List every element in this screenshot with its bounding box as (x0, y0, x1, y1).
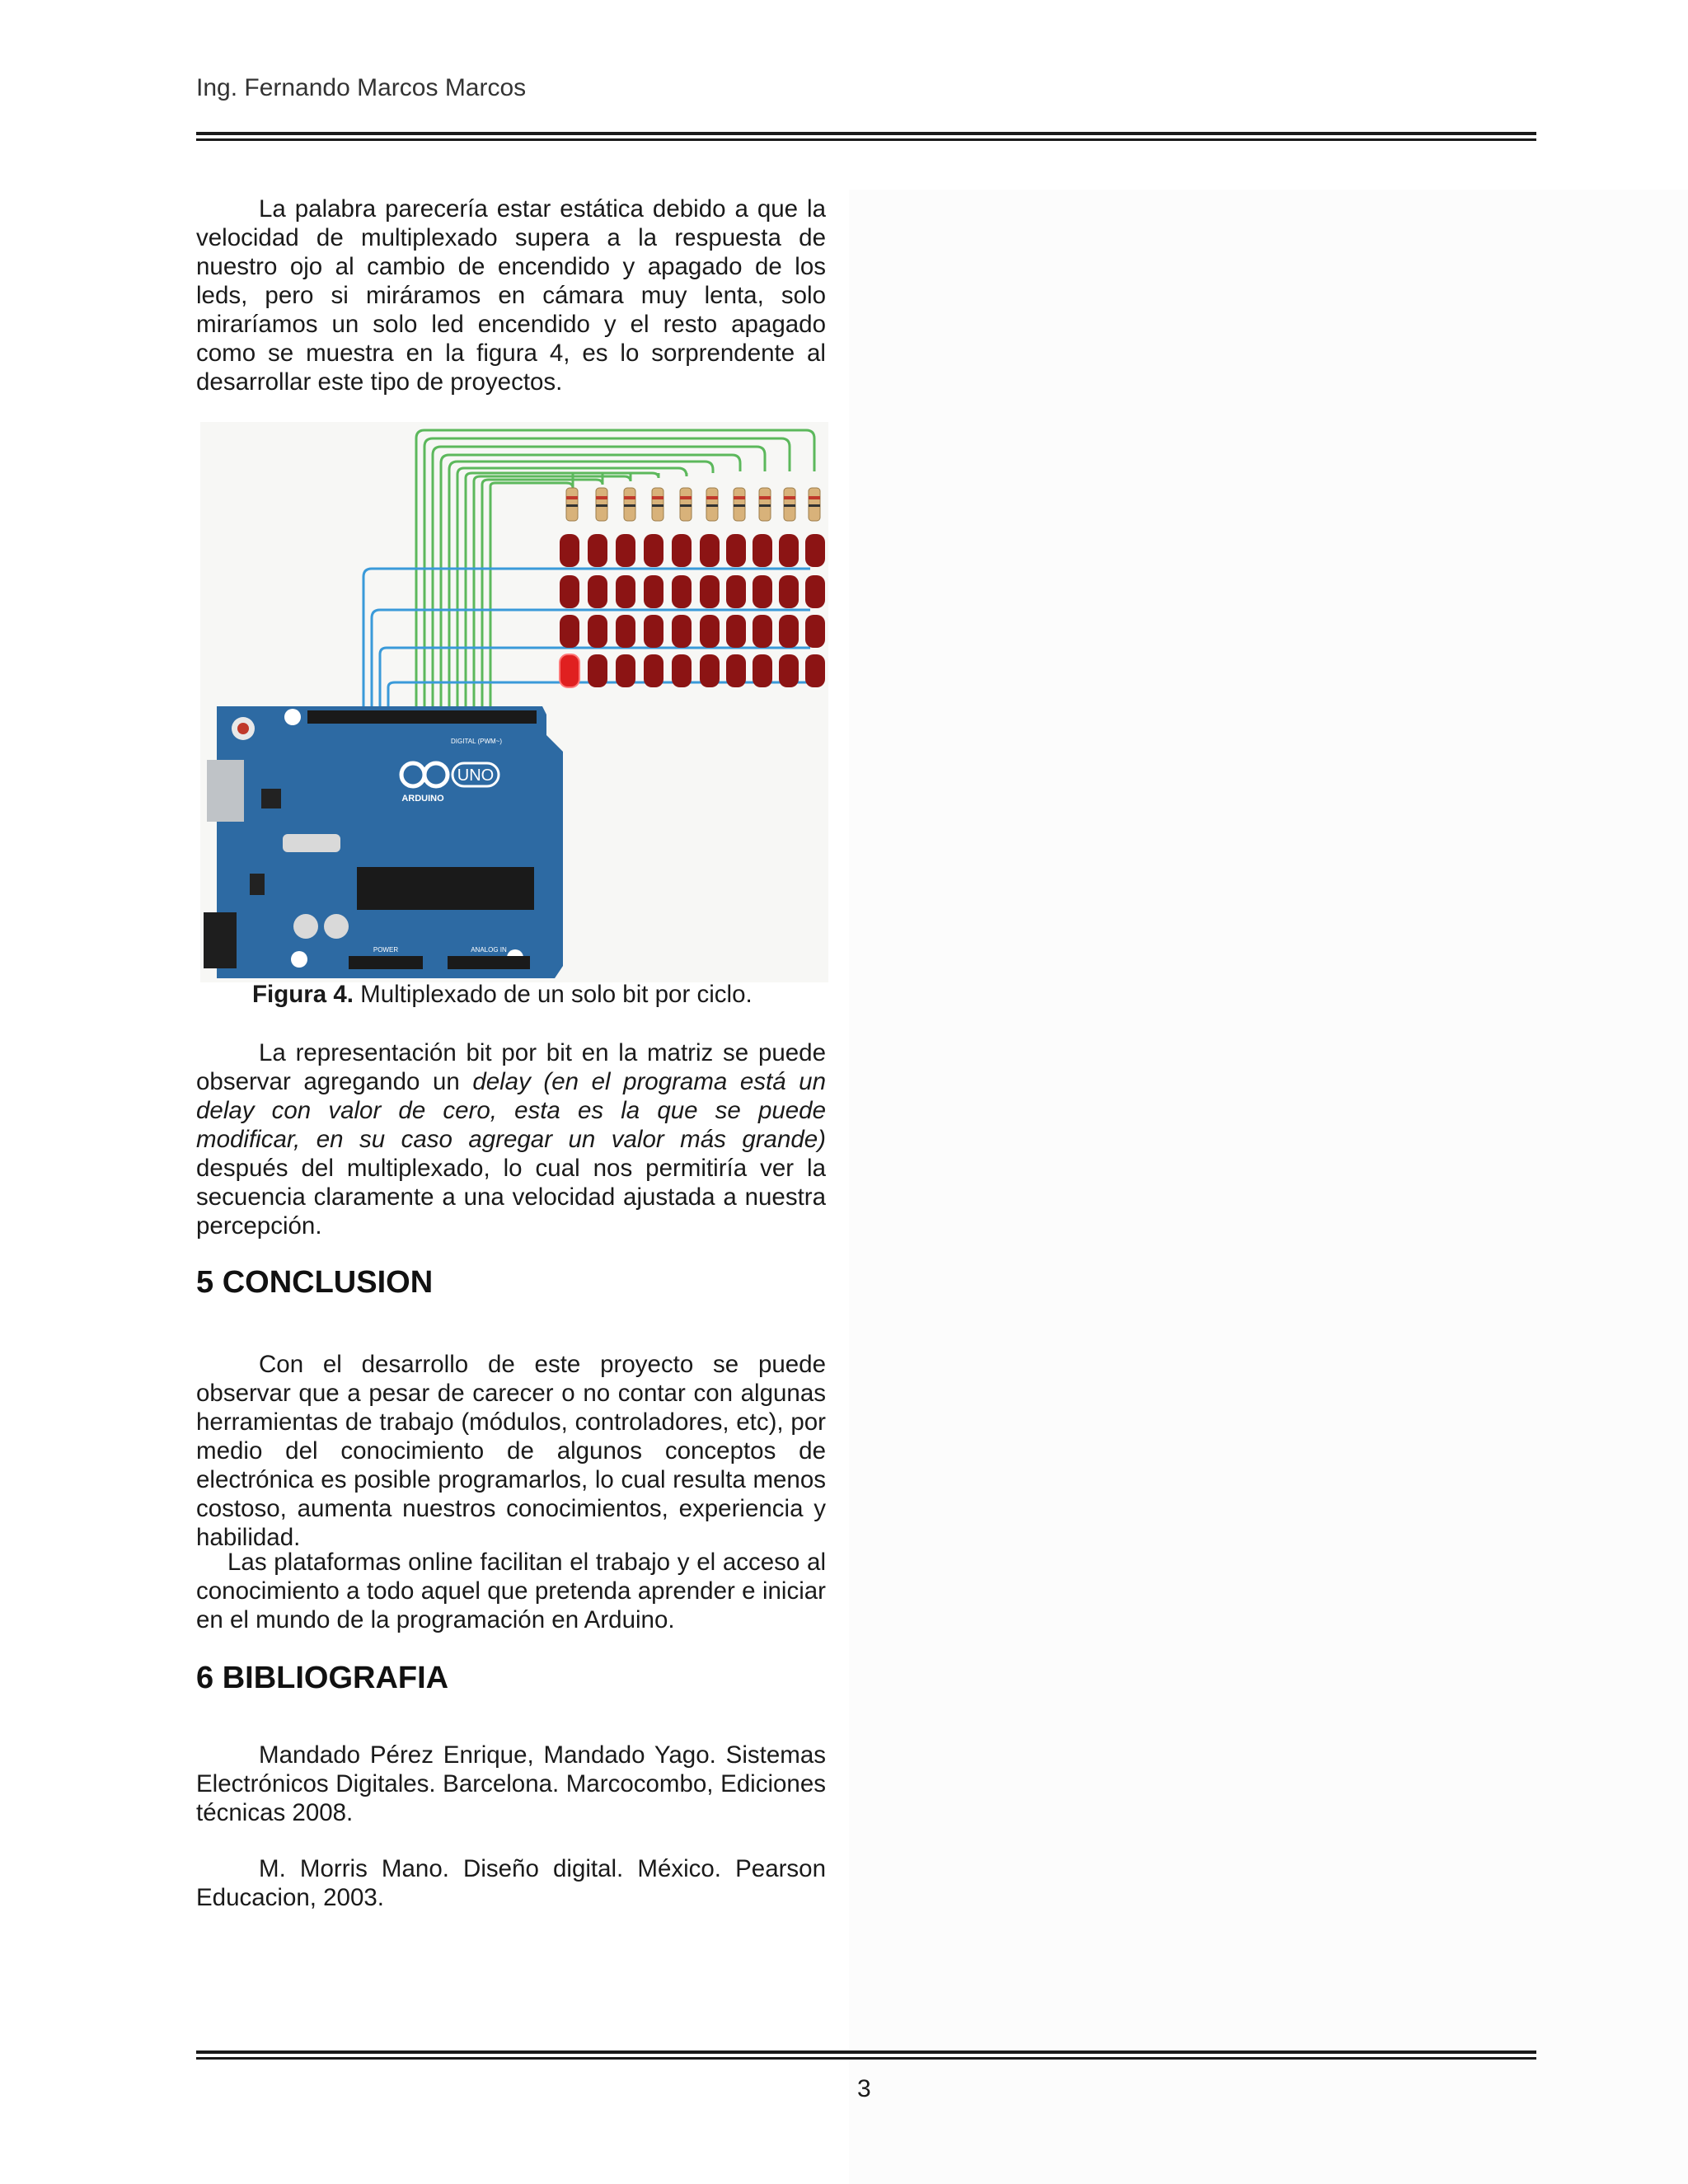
figure-caption (252, 981, 753, 1009)
paragraph-delay (196, 1038, 826, 1240)
board-label-arduino: ARDUINO (401, 794, 444, 804)
board-label-analog: ANALOG IN (471, 946, 507, 954)
paragraph-conclusion-1: Con el desarrollo de este proyecto se puede observar que a pesar de carecer o no contar con algunas herramientas de trabajo (módulos, controladores, etc), por medio del conocimiento de algunos conceptos de electrónica es posible programarlos, lo cual resulta menos costoso, aumenta nuestros conocimientos, experiencia y habilidad. (196, 1351, 826, 1551)
section-heading-bibliografia: 6 BIBLIOGRAFIA (196, 1661, 449, 1695)
header-rule (196, 132, 1536, 141)
figure-caption-label: Figura 4. (252, 981, 354, 1008)
page-background-shade (849, 190, 1688, 2184)
board-label-power: POWER (373, 946, 399, 954)
paragraph-delay-start: La representación bit por bit en la matriz se puede observar agregando un (196, 1039, 826, 1095)
paragraph-multiplex-intro: La palabra parecería estar estática debido a que la velocidad de multiplexado supera a la respuesta de nuestro ojo al cambio de encendido y apagado de los leds, pero si miráramos en cámara muy lenta, solo miraríamos un solo led encendido y el resto apagado como se muestra en la figura 4, es lo sorprendente al desarrollar este tipo de proyectos. (196, 195, 826, 396)
bibliography-entry-2: M. Morris Mano. Diseño digital. México. Pearson Educacion, 2003. (196, 1855, 826, 1911)
running-header-author: Ing. Fernando Marcos Marcos (196, 74, 527, 101)
section-heading-conclusion: 5 CONCLUSION (196, 1265, 434, 1300)
page-number: 3 (857, 2075, 871, 2102)
arduino-circuit-illustration (200, 422, 828, 982)
paragraph-delay-end: después del multiplexado, lo cual nos permitiría ver la secuencia claramente a una velocidad ajustada a nuestra percepción. (196, 1155, 826, 1240)
board-label-digital: DIGITAL (PWM~) (451, 738, 502, 745)
board-label-uno: UNO (457, 766, 495, 785)
lit-led (560, 654, 579, 687)
arduino-board (204, 706, 563, 978)
figure-caption-text: Multiplexado de un solo bit por ciclo. (353, 981, 753, 1008)
footer-rule (196, 2050, 1536, 2060)
bibliography-entry-1: Mandado Pérez Enrique, Mandado Yago. Sistemas Electrónicos Digitales. Barcelona. Marcocombo, Ediciones técnicas 2008. (196, 1741, 826, 1826)
figure-arduino-led-matrix (200, 422, 828, 982)
paragraph-delay-italic: delay (en el programa está un delay con valor de cero, esta es la que se puede modificar, en su caso agregar un valor más grande) (196, 1068, 826, 1153)
paragraph-conclusion-2: Las plataformas online facilitan el trabajo y el acceso al conocimiento a todo aquel que pretenda aprender e iniciar en el mundo de la programación en Arduino. (196, 1549, 826, 1633)
resistor-row (566, 488, 820, 521)
